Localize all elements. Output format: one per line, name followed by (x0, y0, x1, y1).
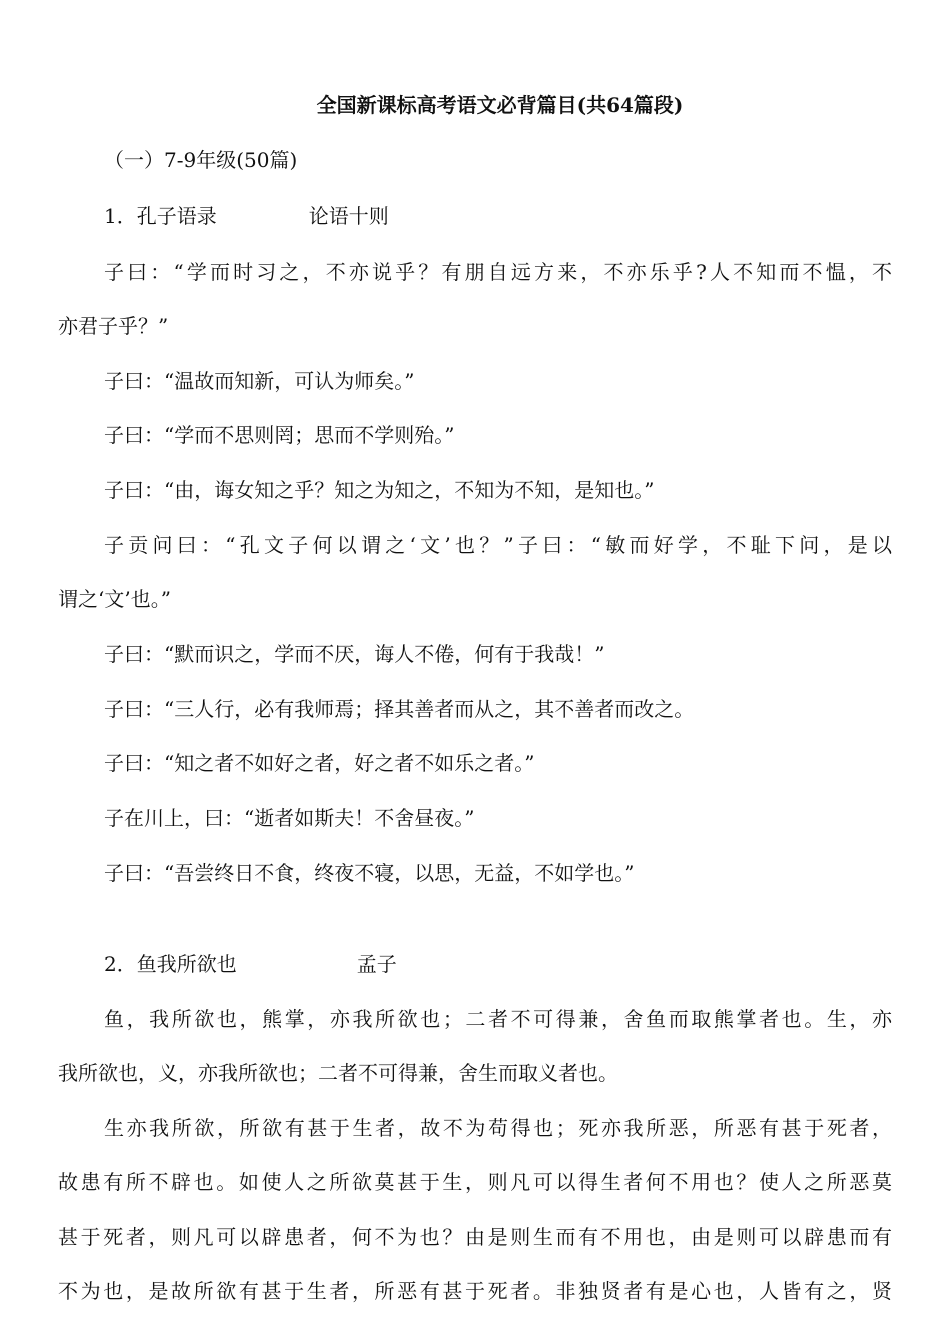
text-line: 子曰：“默而识之，学而不厌，诲人不倦，何有于我哉！” (104, 642, 605, 666)
piece-number-1: 1．孔子语录 (104, 204, 217, 228)
piece-number-2: 2．鱼我所欲也 (104, 952, 237, 976)
text-line: 子曰：“知之者不如好之者，好之者不如乐之者。” (104, 751, 535, 775)
text-line: 不为也，是故所欲有甚于生者，所恶有甚于死者。非独贤者有是心也，人皆有之，贤 (58, 1279, 892, 1303)
text-line: 子在川上，曰：“逝者如斯夫！不舍昼夜。” (104, 806, 475, 830)
text-line: 子曰：“三人行，必有我师焉；择其善者而从之，其不善者而改之。 (104, 697, 695, 721)
text-line: 甚于死者，则凡可以辟患者，何不为也？由是则生而有不用也，由是则可以辟患而有 (58, 1225, 892, 1249)
text-line: 故患有所不辟也。如使人之所欲莫甚于生，则凡可以得生者何不用也？使人之所恶莫 (58, 1170, 892, 1194)
text-line: 子曰：“学而时习之，不亦说乎？有朋自远方来，不亦乐乎?人不知而不愠，不 (104, 260, 892, 284)
text-line: 子贡问曰：“孔文子何以谓之‘文’也？”子曰：“敏而好学，不耻下问，是以 (104, 533, 892, 557)
text-line: 鱼，我所欲也，熊掌，亦我所欲也；二者不可得兼，舍鱼而取熊掌者也。生，亦 (104, 1007, 892, 1031)
text-line: 子曰：“吾尝终日不食，终夜不寝，以思，无益，不如学也。” (104, 861, 635, 885)
text-line: 亦君子乎？” (58, 314, 169, 338)
text-line: 生亦我所欲，所欲有甚于生者，故不为苟得也；死亦我所恶，所恶有甚于死者， (104, 1116, 892, 1140)
text-line: 子曰：“学而不思则罔；思而不学则殆。” (104, 423, 455, 447)
document-title: 全国新课标高考语文必背篇目(共64篇段) (316, 93, 684, 117)
piece-heading-1 (104, 202, 892, 230)
piece-source-2: 孟子 (356, 952, 397, 976)
piece-source-1: 论语十则 (308, 204, 389, 228)
text-line: 子曰：“温故而知新，可认为师矣。” (104, 369, 415, 393)
text-line: 谓之‘文’也。” (58, 587, 171, 611)
section-heading: （一）7-9年级(50篇) (104, 148, 298, 172)
piece-heading-2 (104, 950, 892, 978)
text-line: 子曰：“由，诲女知之乎？知之为知之，不知为不知，是知也。” (104, 478, 655, 502)
text-line: 我所欲也，义，亦我所欲也；二者不可得兼，舍生而取义者也。 (58, 1061, 618, 1085)
